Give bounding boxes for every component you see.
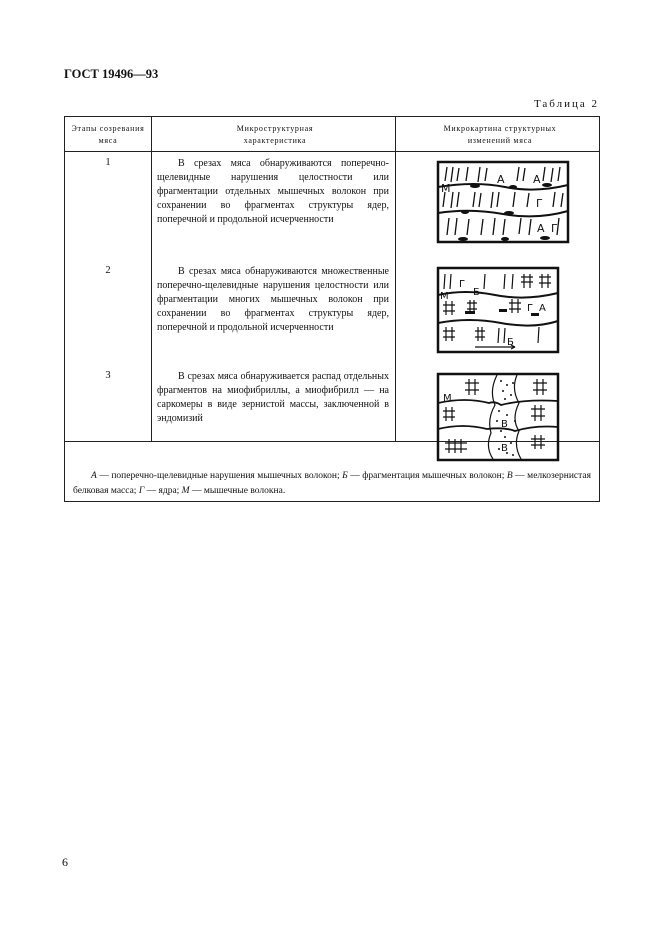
col-divider — [151, 117, 152, 441]
fig2-label: Б — [473, 287, 480, 298]
row-1-stage: 1 — [105, 157, 111, 168]
footnote-text-a: — поперечно-щелевидные нарушения мышечных волокон; — [96, 471, 343, 481]
microstructure-figure-stage-1 — [435, 159, 571, 245]
data-table — [64, 116, 600, 502]
row-2-stage: 2 — [105, 265, 111, 276]
doc-code: ГОСТ 19496—93 — [64, 67, 159, 81]
footnote-text-b: — фрагментация мышечных волокон; — [347, 471, 507, 481]
fig2-label: А — [539, 303, 546, 314]
table-label: Таблица 2 — [533, 98, 599, 110]
fig3-label: В — [501, 419, 508, 430]
fig3-label: М — [443, 393, 452, 404]
header-divider — [65, 151, 599, 152]
footnote-text-g: — ядра; — [144, 486, 182, 496]
table-footnote — [73, 469, 591, 499]
microstructure-figure-stage-2 — [435, 265, 561, 355]
footnote-key-v: В — [506, 471, 513, 481]
row-3-description: В срезах мяса обнаруживается распад отдельных фрагментов на миофибриллы, а миофибрилл — на саркомеры в виде зернистой массы, заключенной в эндомизий — [157, 371, 389, 424]
fig3-label: В — [501, 443, 508, 454]
footnote-key-a: А — [91, 471, 97, 481]
footnote-key-m: М — [181, 486, 190, 496]
column-header-description: Микроструктурная характеристика — [236, 124, 314, 145]
fig1-label: Г — [551, 222, 558, 235]
row-1-description: В срезах мяса обнаруживаются поперечно-щелевидные нарушения целостности или фрагментации отдельных мышечных волокон при сохранении во фрагментах структуры ядер, поперечной и продольной исчерченности — [157, 158, 389, 225]
microstructure-figure-stage-3 — [435, 371, 561, 463]
column-header-picture: Микрокартина структурных изменений мяса — [443, 124, 557, 145]
col-divider — [395, 117, 396, 441]
fig1-label: А — [537, 222, 545, 235]
fig2-label: Г — [527, 303, 534, 314]
column-header-stage: Этапы созревания мяса — [71, 124, 145, 145]
fig2-label: Г — [459, 279, 466, 290]
fig1-label: А — [533, 173, 541, 186]
footnote-key-g: Г — [138, 486, 145, 496]
footnote-key-b: Б — [342, 471, 348, 481]
fig1-label: Г — [536, 197, 543, 210]
footnote-text-m: — мышечные волокна. — [189, 486, 286, 496]
fig1-label: А — [497, 173, 505, 186]
fig1-label: М — [441, 182, 451, 195]
fig2-label: М — [440, 291, 449, 302]
footnote-text-v: — мелкозернистая белковая масса; — [73, 471, 591, 496]
row-2-description: В срезах мяса обнаруживаются множественные поперечно-щелевидные нарушения целостности или фрагментации многих мышечных волокон при сохранении во фрагментах структуры ядер, поперечной и продольной исчерченности — [157, 266, 389, 333]
page-number: 6 — [62, 855, 68, 869]
fig2-label: Б — [507, 337, 514, 348]
row-3-stage: 3 — [105, 370, 111, 381]
